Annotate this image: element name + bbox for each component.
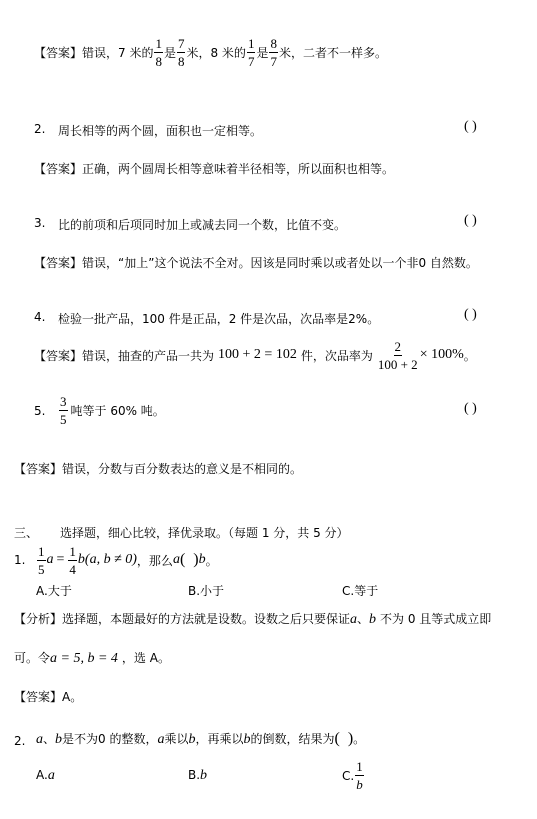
answer-4: 【答案】 错误，抽查的产品一共为 100 + 2 = 102 件，次品率为 $\frac{2}{100 + 2}$ × 100% 。 — [34, 338, 476, 372]
analysis-label: 【分析】 — [14, 612, 63, 626]
question-number: 2. — [34, 122, 46, 136]
answer-3 — [34, 254, 478, 271]
answer-1: 【答案】 错误，7 米的 $\frac{1}{8}$ 是 $\frac{7}{8}$ 米，8 米的 $\frac{1}{7}$ 是 $\frac{8}{7}$ 米，二者不一样多。 — [34, 35, 387, 69]
question-text: 检验一批产品，100 件是正品，2 件是次品，次品率是2%。 — [58, 312, 380, 326]
question-text: $\frac{3}{5}$ 吨等于 60% 吨。 — [60, 393, 165, 427]
question-text: 周长相等的两个圆，面积也一定相等。 — [58, 124, 263, 138]
option-b: B.b — [188, 768, 208, 783]
answer-5 — [14, 460, 302, 477]
fraction: $\frac{1}{7}$ — [247, 35, 255, 69]
fraction: $\frac{2}{100 + 2}$ — [377, 338, 418, 372]
fraction: $\frac{8}{7}$ — [270, 35, 277, 69]
option-a: A.a — [36, 768, 55, 783]
question-number: 3. — [34, 216, 46, 230]
answer-blank: ( ) — [464, 307, 477, 322]
option-c: C.等于 — [342, 584, 379, 598]
math-expression: 100 + 2 = 102 — [218, 347, 297, 362]
option-c: C. $\frac{1}{b}$ — [342, 759, 363, 792]
fraction: $\frac{1}{b}$ — [356, 759, 363, 792]
answer-text: 错误，“加上”这个说法不全对。因该是同时乘以或者处以一个非0 自然数。 — [82, 256, 478, 270]
option-a: A.大于 — [36, 584, 72, 598]
answer-blank: ( ) — [464, 119, 477, 134]
answer-label: 【答案】 — [14, 462, 63, 476]
answer-label: 【答案】 — [34, 348, 83, 363]
fraction: $\frac{7}{8}$ — [177, 35, 185, 69]
answer-label: 【答案】 — [34, 256, 83, 270]
answer-2 — [34, 160, 394, 177]
answer-text: 正确，两个圆周长相等意味着半径相等，所以面积也相等。 — [82, 162, 395, 176]
answer-blank: ( ) — [179, 551, 199, 568]
answer-text: 错误，分数与百分数表达的意义是不相同的。 — [62, 462, 303, 476]
analysis-line-2: 可。令a = 5, b = 4 ，选 A。 — [14, 651, 170, 666]
question-text: a、b是不为0 的整数，a乘以b，再乘以b的倒数，结果为( )。 — [36, 730, 366, 747]
answer-blank: ( ) — [464, 401, 477, 416]
question-number: 1. — [14, 553, 26, 567]
answer-text: 错误，7 米的 — [82, 45, 154, 60]
fraction: $\frac{3}{5}$ — [60, 393, 67, 427]
answer-label: 【答案】 — [34, 45, 83, 60]
question-number: 4. — [34, 310, 46, 324]
answer-label: 【答案】 — [14, 690, 63, 704]
fraction: $\frac{1}{8}$ — [155, 35, 162, 69]
question-text: 比的前项和后项同时加上或减去同一个数，比值不变。 — [58, 218, 347, 232]
option-b: B.小于 — [188, 584, 225, 598]
answer-text: A。 — [62, 690, 83, 704]
answer-c1 — [14, 688, 82, 705]
fraction: $\frac{1}{5}$ — [38, 543, 45, 577]
answer-label: 【答案】 — [34, 162, 83, 176]
question-number: 2. — [14, 734, 26, 748]
question-number: 5. — [34, 404, 46, 418]
answer-blank: ( ) — [334, 730, 354, 747]
question-text: $\frac{1}{5}$ a = $\frac{1}{4}$ b(a, b ≠ 0) ，那么 a ( ) b 。 — [38, 543, 218, 577]
fraction: $\frac{1}{4}$ — [69, 543, 76, 577]
section-heading: 三、 选择题，细心比较，择优录取。（每题 1 分，共 5 分） — [14, 526, 349, 540]
answer-blank: ( ) — [464, 213, 477, 228]
analysis: 【分析】选择题，本题最好的方法就是设数。设数之后只要保证a、b 不为 0 且等式成立即 — [14, 612, 492, 627]
